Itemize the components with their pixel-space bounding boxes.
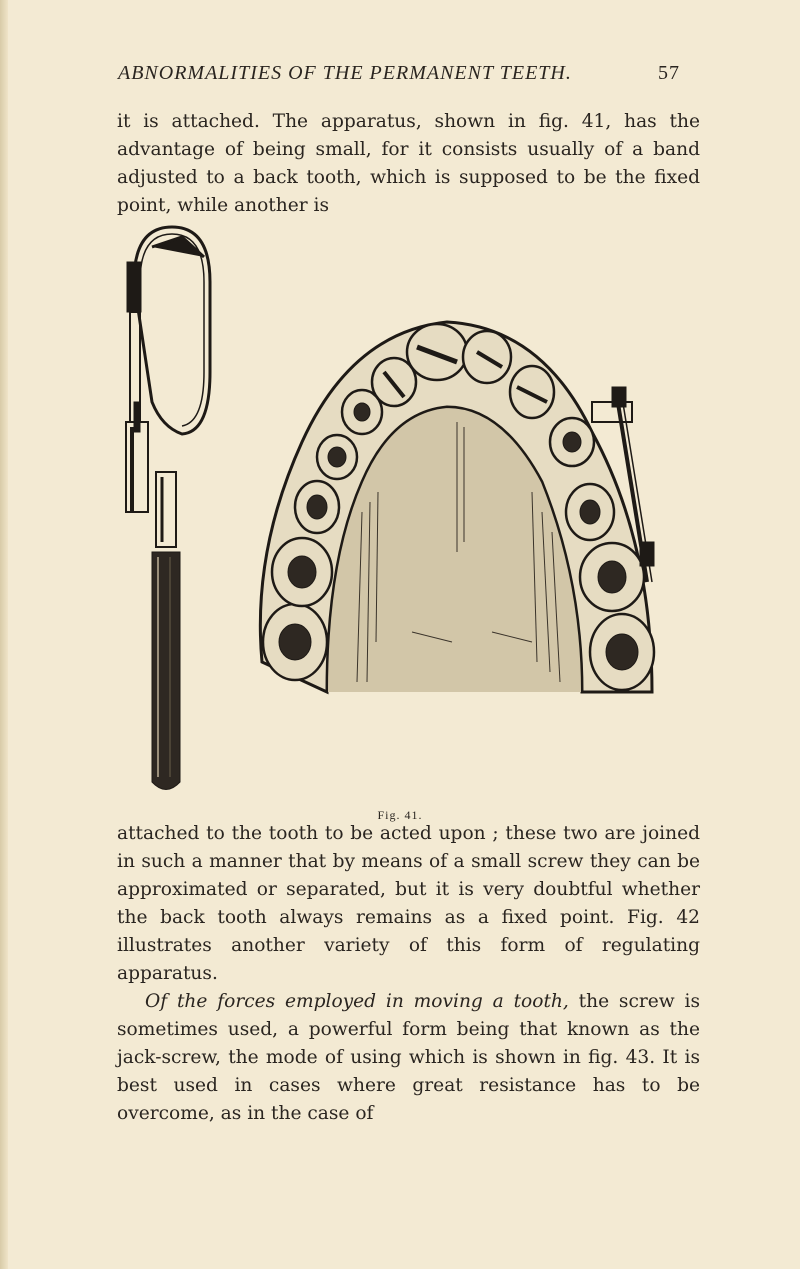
page-edge	[0, 0, 8, 1269]
figure-caption: Fig. 41.	[377, 808, 423, 822]
paragraph-2-text-b: the screw is sometimes used, a powerful form being that known as the jack-screw, the mode of using which is shown in fig. 43. It is best used in cases where great resistance has to be overcome, as in the case of	[117, 991, 700, 1124]
paragraph-2-italic-lead: Of the forces employed in moving a tooth,	[145, 991, 569, 1012]
paragraph-1: it is attached. The apparatus, shown in fig. 41, has the advantage of being small, for it consists usually of a band adjusted to a back tooth, which is supposed to be the fixed point, while another is	[117, 111, 700, 216]
screw-key-instrument	[126, 227, 210, 790]
paragraph-2	[117, 820, 700, 1128]
running-title: ABNORMALITIES OF THE PERMANENT TEETH.	[118, 62, 572, 84]
paragraph-2-text-a: attached to the tooth to be acted upon ; these two are joined in such a manner that by means of a small screw they can be approximated or separated, but it is very doubtful whether the back tooth always remains as a fixed point. Fig. 42 illustrates another variety of this form of regulating apparatus.	[117, 823, 700, 984]
figure-41	[112, 222, 692, 812]
dental-arch	[260, 322, 654, 692]
page-number: 57	[658, 62, 680, 84]
figure-41-illustration	[112, 222, 692, 812]
